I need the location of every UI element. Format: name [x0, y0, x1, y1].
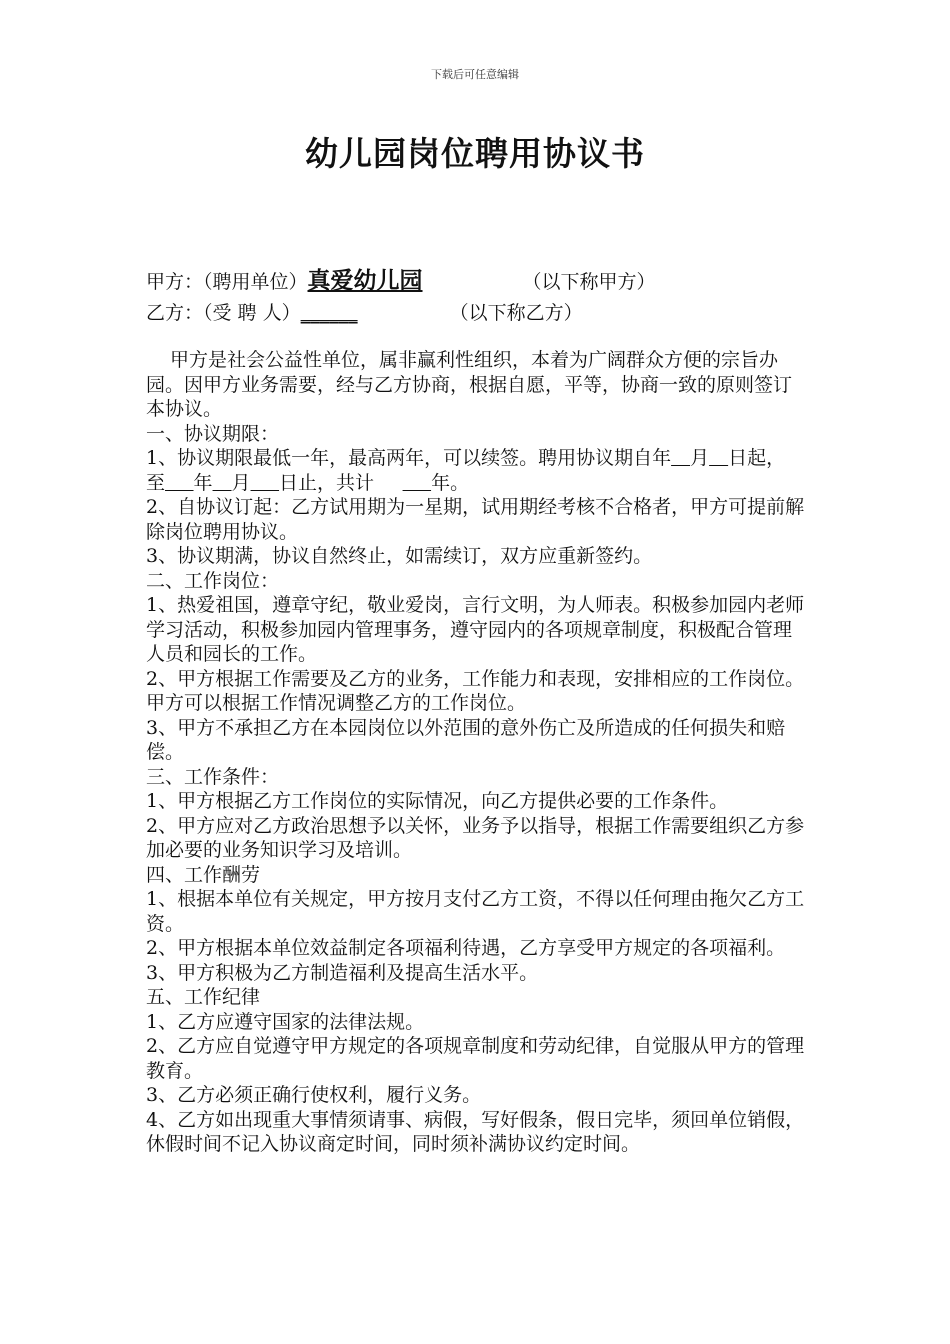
party-b-blank: ______: [300, 302, 358, 324]
section-1-item-3: 3、协议期满，协议自然终止，如需续订，双方应重新签约。: [146, 545, 653, 567]
party-a-suffix: （以下称甲方）: [522, 271, 656, 293]
party-b-prefix: 乙方：（受 聘 人）: [146, 302, 301, 324]
section-1-item-1: [146, 446, 806, 495]
party-a-name: 真爱幼儿园: [307, 267, 423, 294]
document-title: 幼儿园岗位聘用协议书: [305, 134, 645, 173]
section-2-item-3: 3、甲方不承担乙方在本园岗位以外范围的意外伤亡及所造成的任何损失和赔偿。: [146, 716, 786, 763]
s1-item1-c: 日起，至: [146, 447, 786, 494]
agreement-body: [146, 348, 806, 1157]
s1-item1-f: 日止，共计: [279, 471, 375, 494]
s1-item1-d: 年: [193, 471, 213, 494]
section-5-item-2: 2、乙方应自觉遵守甲方规定的各项规章制度和劳动纪律，自觉服从甲方的管理教育。: [146, 1035, 805, 1082]
section-3-item-1: 1、甲方根据乙方工作岗位的实际情况，向乙方提供必要的工作条件。: [146, 790, 729, 812]
section-4-item-1: 1、根据本单位有关规定，甲方按月支付乙方工资，不得以任何理由拖欠乙方工资。: [146, 888, 805, 935]
section-1-item-2: 2、自协议订起：乙方试用期为一星期，试用期经考核不合格者，甲方可提前解除岗位聘用协议。: [146, 496, 805, 543]
section-2-heading: 二、工作岗位：: [146, 569, 280, 592]
section-3-item-2: 2、甲方应对乙方政治思想予以关怀，业务予以指导，根据工作需要组织乙方参加必要的业务知识学习及培训。: [146, 814, 805, 861]
header-note: 下载后可任意编辑: [431, 68, 519, 81]
section-5-heading: 五、工作纪律: [146, 986, 261, 1008]
s1-item1-e: 月: [231, 471, 251, 494]
section-4-heading: 四、工作酬劳: [146, 863, 261, 886]
section-1-heading: 一、协议期限：: [146, 422, 280, 445]
section-2-item-1: 1、热爱祖国，遵章守纪，敬业爱岗，言行文明，为人师表。积极参加园内老师学习活动，积极参加园内管理事务，遵守园内的各项规章制度，积极配合管理人员和园长的工作。: [146, 594, 805, 665]
party-b-line: [146, 298, 583, 325]
section-4-item-2: 2、甲方根据本单位效益制定各项福利待遇，乙方享受甲方规定的各项福利。: [146, 937, 786, 959]
intro-paragraph: 甲方是社会公益性单位，属非赢利性组织，本着为广阔群众方便的宗旨办园。因甲方业务需要，经与乙方协商，根据自愿，平等，协商一致的原则签订本协议。: [146, 349, 793, 420]
s1-item1-b: 月: [690, 447, 710, 469]
s1-item1-g: 年。: [431, 471, 470, 494]
section-4-item-3: 3、甲方积极为乙方制造福利及提高生活水平。: [146, 961, 539, 984]
section-5-item-1: 1、乙方应遵守国家的法律法规。: [146, 1010, 425, 1033]
section-3-heading: 三、工作条件：: [146, 765, 280, 788]
s1-item1-a: 1、协议期限最低一年，最高两年，可以续签。聘用协议期自年: [146, 447, 672, 469]
party-a-prefix: 甲方：（聘用单位）: [146, 271, 308, 293]
party-a-line: [146, 262, 656, 295]
section-5-item-4: 4、乙方如出现重大事情须请事、病假，写好假条，假日完毕，须回单位销假，休假时间不记入协议商定时间，同时须补满协议约定时间。: [146, 1108, 805, 1155]
section-2-item-2: 2、甲方根据工作需要及乙方的业务，工作能力和表现，安排相应的工作岗位。甲方可以根据工作情况调整乙方的工作岗位。: [146, 667, 805, 714]
party-b-suffix: （以下称乙方）: [449, 302, 583, 324]
section-5-item-3: 3、乙方必须正确行使权利，履行义务。: [146, 1084, 482, 1106]
